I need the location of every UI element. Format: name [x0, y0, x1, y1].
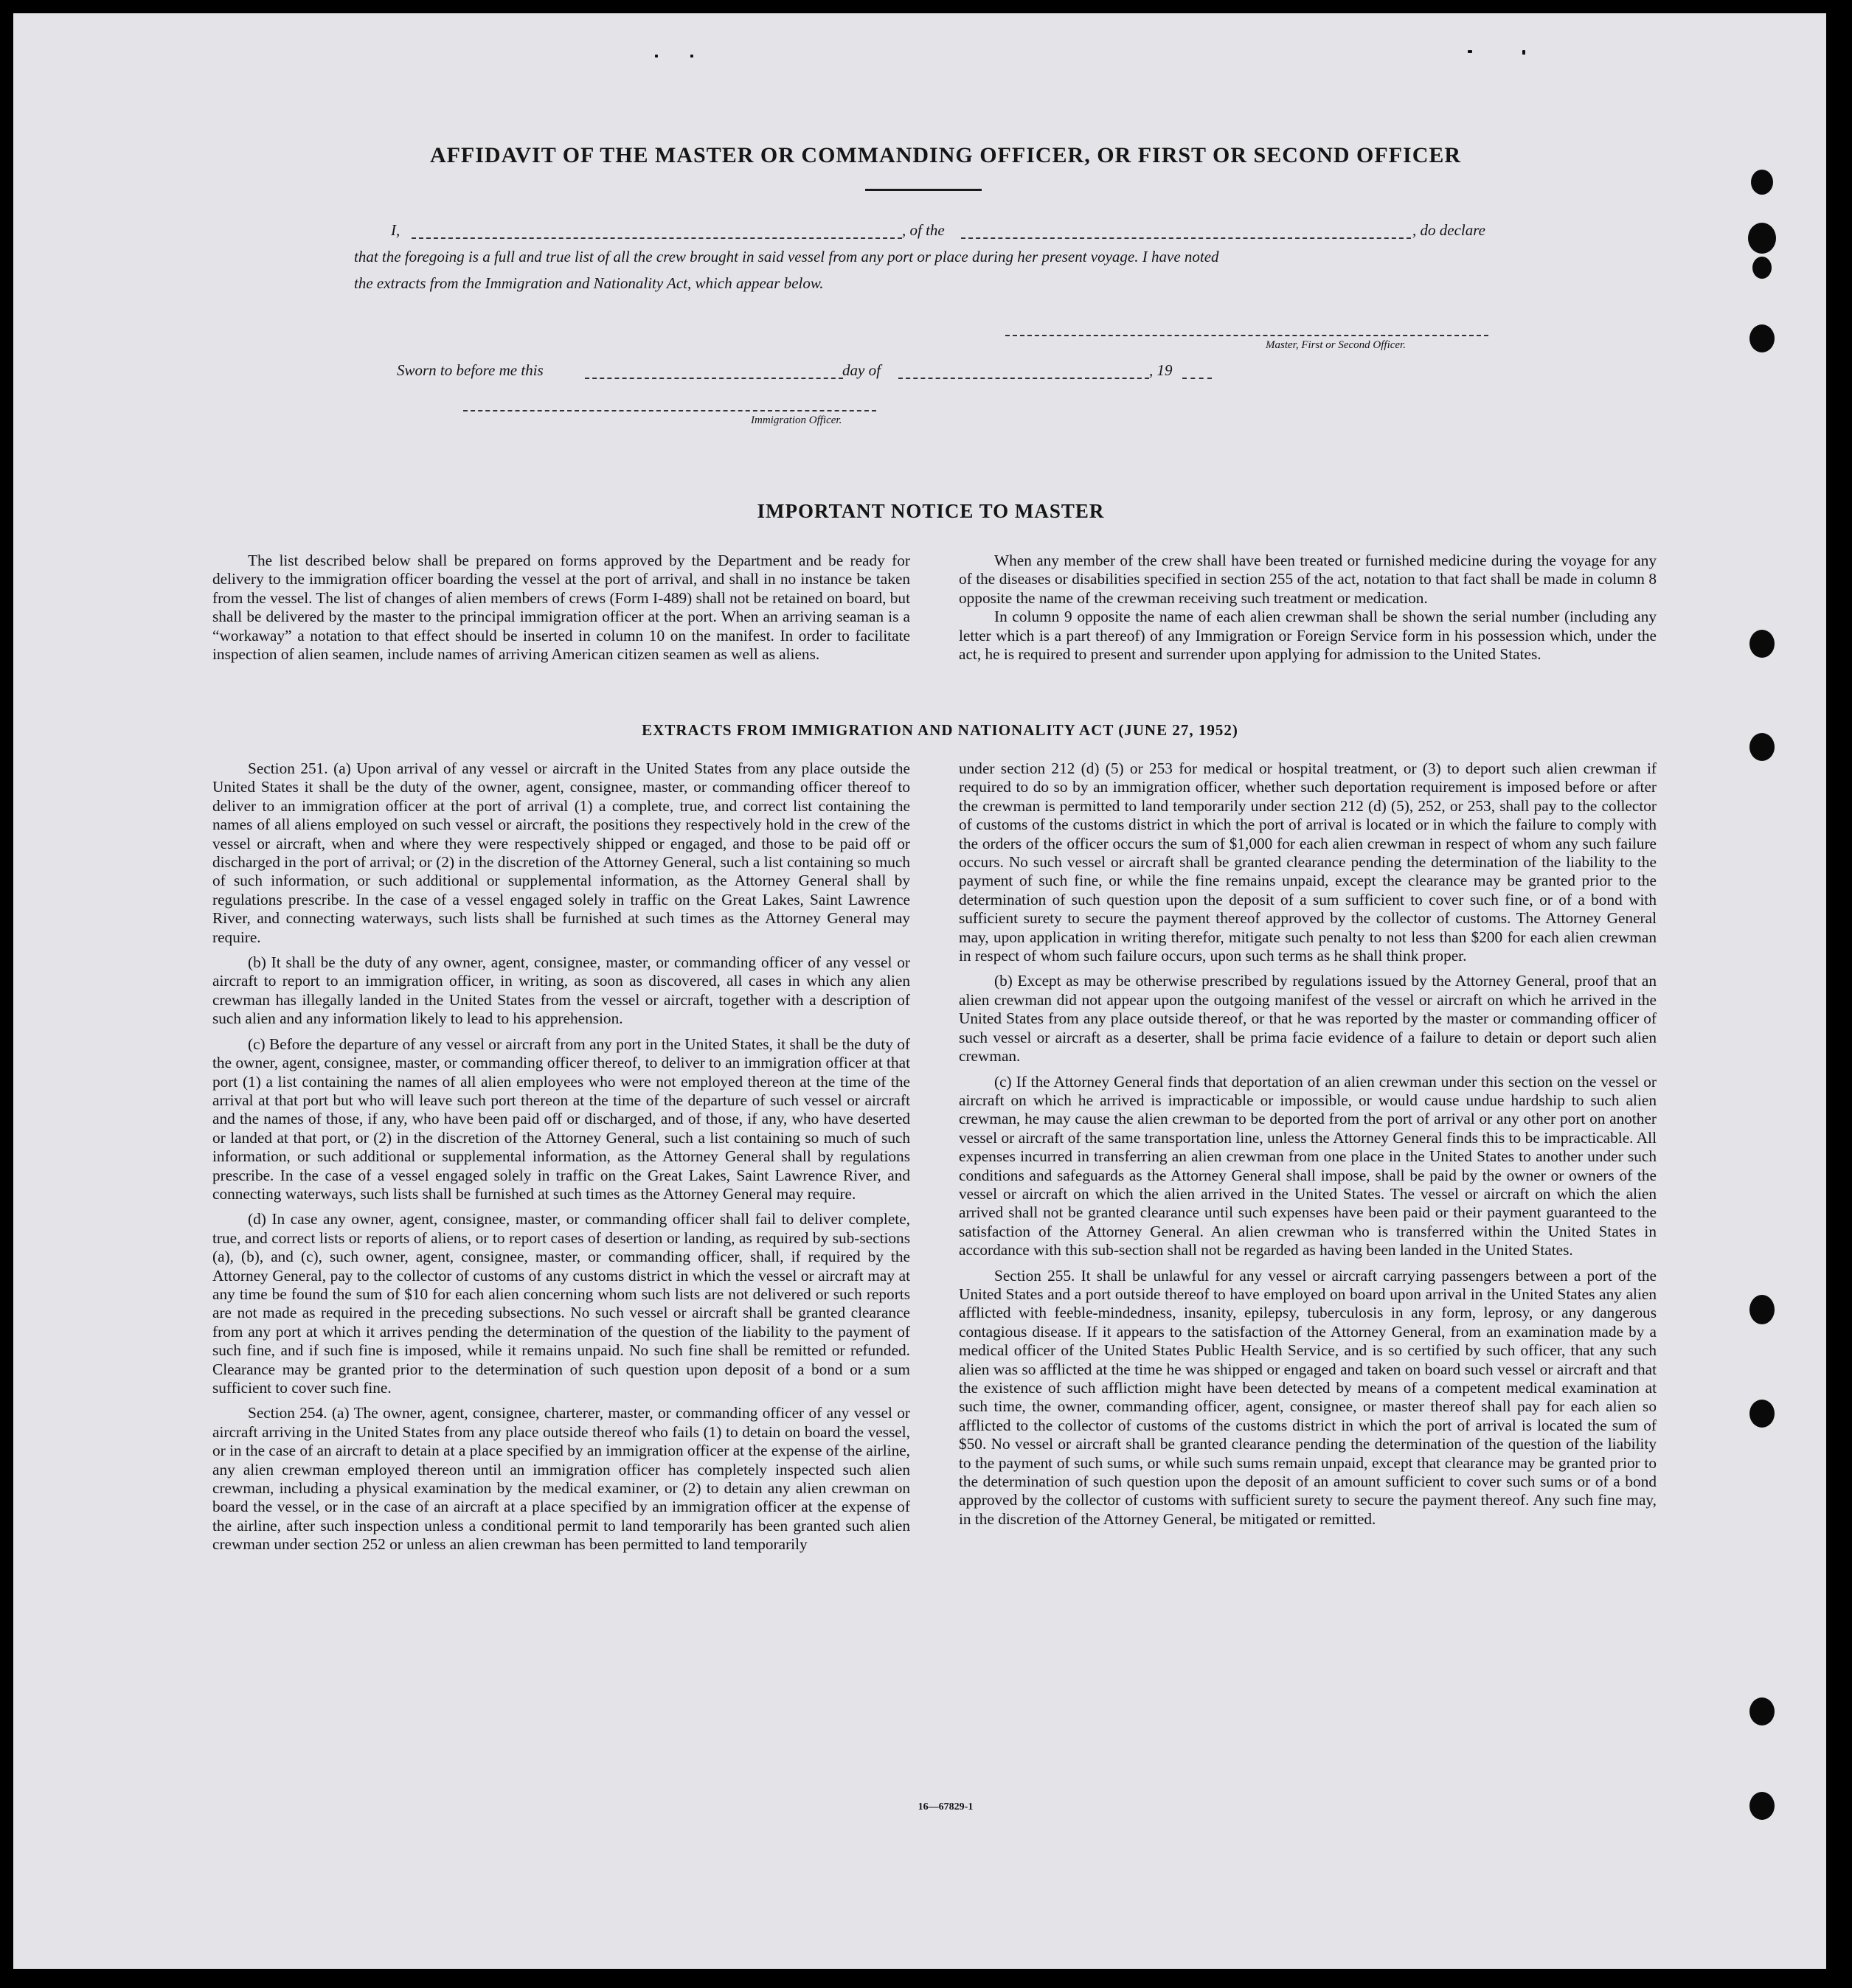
extract-paragraph: (d) In case any owner, agent, consignee, master, or commanding officer shall fail to deliver complete, true, and correct lists or reports of aliens, or to report cases of desertion or landing, as required by sub-sections (a), (b), and (c), such owner, agent, consignee, master, or commanding officer, shall, if required by the Attorney General, pay to the collector of customs of any customs district in which the vessel or aircraft may at any time be found the sum of $10 for each alien concerning whom such lists are not delivered or such reports are not made as required in the preceding subsections. No such vessel or aircraft shall be granted clearance from any port at which it arrives pending the determination of the question of the liability to the payment of such fine, and if such fine is imposed, while it remains unpaid. No such fine shall be remitted or refunded. Clearance may be granted prior to the determination of such question upon deposit of a bond or a sum sufficient to cover such fine. — [212, 1210, 910, 1397]
sworn-month-blank[interactable] — [898, 378, 1149, 379]
extract-paragraph: (c) Before the departure of any vessel or aircraft from any port in the United States, it shall be the duty of the owner, agent, consignee, master, or commanding officer thereof, to deliver to an immigration officer at that port (1) a list containing the names of all alien employees who were not employed thereon at the time of the arrival at that port but who will leave such port thereon at the time of the departure of such vessel or aircraft and the names of those, if any, who have been paid off or discharged, and of those, if any, who have deserted or landed at that port, or (2) in the discretion of the Attorney General, such a list containing so much of such information, or such additional or supplemental information, as the Attorney General shall by regulations prescribe. In the case of a vessel engaged solely in traffic on the Great Lakes, Saint Lawrence River, and connecting waterways, such lists shall be furnished at such times as the Attorney General may require. — [212, 1035, 910, 1203]
extract-paragraph: (b) It shall be the duty of any owner, agent, consignee, master, or commanding officer of any vessel or aircraft to report to an immigration officer, in writing, as soon as discovered, all cases in which any alien crewman has illegally landed in the United States from the vessel or aircraft, together with a description of such alien and any information likely to lead to his apprehension. — [212, 953, 910, 1028]
punch-hole — [1749, 1295, 1775, 1324]
master-name-blank[interactable] — [412, 237, 902, 239]
sworn-label: Sworn to before me this — [397, 361, 544, 379]
extract-paragraph: (c) If the Attorney General finds that deportation of an alien crewman under this section on the vessel or aircraft on which he arrived is impracticable or impossible, or would cause undue hardship to such alien crewman, he may cause the alien crewman to be deported from the port of arrival or any other port on another vessel or aircraft of the same transportation line, unless the Attorney General finds this to be impracticable. All expenses incurred in transferring an alien crewman from one place in the United States to another under such conditions and safeguards as the Attorney General shall impose, shall be paid by the owner or owners of the vessel or aircraft on which the alien arrived in the United States. The vessel or aircraft on which the alien arrived shall not be granted clearance until such expenses have been paid or their payment guaranteed to the satisfaction of the Attorney General. An alien crewman who is transferred within the United States in accordance with this sub-section shall not be regarded as having been landed in the United States. — [959, 1072, 1657, 1259]
extract-paragraph: Section 254. (a) The owner, agent, consignee, charterer, master, or commanding officer of any vessel or aircraft arriving in the United States from any place outside thereof who fails (1) to detain on board the vessel, or in the case of an aircraft to detain at a place specified by an immigration officer at the expense of the airline, any alien crewman employed thereon until an immigration officer has completely inspected such alien crewman, including a physical examination by the medical examiner, or (2) to detain any alien crewman on board the vessel, or in the case of an aircraft at a place specified by an immigration officer at the expense of the airline, after such inspection unless a conditional permit to land temporarily has been granted such alien crewman under section 252 or unless an alien crewman has been permitted to land temporarily — [212, 1404, 910, 1554]
punch-hole — [1749, 1697, 1775, 1725]
extracts-left-column — [212, 760, 910, 1554]
master-signature-line[interactable] — [1005, 335, 1488, 336]
affidavit-do-declare-label: , do declare — [1412, 221, 1485, 239]
affidavit-line-2: that the foregoing is a full and true list of all the crew brought in said vessel from any port or place during her present voyage. I have noted — [354, 248, 1219, 265]
affidavit-line-3: the extracts from the Immigration and Nationality Act, which appear below. — [354, 274, 824, 292]
immigration-officer-label: Immigration Officer. — [751, 414, 842, 426]
notice-paragraph: The list described below shall be prepared on forms approved by the Department and be ready for delivery to the immigration officer boarding the vessel at the port of arrival, and shall in no instance be taken from the vessel. The list of changes of alien members of crews (Form I-489) shall not be retained on board, but shall be delivered by the master to the principal immigration officer at the port. When an arriving seaman is a “workaway” a notation to that effect should be inserted in column 10 on the manifest. In order to facilitate inspection of alien seamen, include names of arriving American citizen seamen as well as aliens. — [212, 552, 910, 664]
punch-hole — [1749, 324, 1775, 352]
sworn-day-blank[interactable] — [585, 378, 843, 379]
extract-paragraph: under section 212 (d) (5) or 253 for medical or hospital treatment, or (3) to deport such alien crewman if required to do so by an immigration officer, whether such deportation requirement is imposed before or after the crewman is permitted to land temporarily under section 212 (d) (5), 252, or 253, shall pay to the collector of customs of the customs district in which the port of arrival is located or in which the failure to comply with the orders of the officer occurs the sum of $1,000 for each alien crewman in respect of whom any such failure occurs. No such vessel or aircraft shall be granted clearance pending the determination of the liability to the payment of such fine, or while the fine remains unpaid, except the clearance may be granted prior to the determination of such question upon the deposit of a sum sufficient to cover such fine, or of a bond with sufficient surety to secure the payment thereof approved by the collector of customs. The Attorney General may, upon application in writing therefor, mitigate such penalty to not less than $200 for each alien crewman in respect of whom such failure occurs, upon such terms as he shall think proper. — [959, 760, 1657, 965]
notice-right-column — [959, 552, 1657, 670]
extracts-right-column — [959, 760, 1657, 1529]
scan-speck — [1522, 50, 1525, 55]
day-of-label: day of — [842, 361, 881, 379]
immigration-officer-signature-line[interactable] — [463, 410, 876, 411]
extract-paragraph: Section 251. (a) Upon arrival of any vessel or aircraft in the United States from any place outside the United States it shall be the duty of the owner, agent, consignee, master, or commanding officer thereof to deliver to an immigration officer at the port of arrival (1) a complete, true, and correct list containing the names of all aliens employed on such vessel or aircraft, the positions they respectively hold in the crew of the vessel or aircraft, when and where they were respectively shipped or engaged, and those to be paid off or discharged in the port of arrival; or (2) in the discretion of the Attorney General, such a list containing so much of such information, or such additional or supplemental information, as the Attorney General shall by regulations prescribe. In the case of a vessel engaged solely in traffic on the Great Lakes, Saint Lawrence River, and connecting waterways, such lists shall be furnished at such times as the Attorney General may require. — [212, 760, 910, 946]
notice-paragraph: When any member of the crew shall have been treated or furnished medicine during the voyage for any of the diseases or disabilities specified in section 255 of the act, notation to that fact shall be made in column 8 opposite the name of the crewman receiving such treatment or medication. — [959, 552, 1657, 607]
punch-hole — [1748, 223, 1776, 254]
year-label: , 19 — [1149, 361, 1173, 379]
form-number: 16—67829-1 — [918, 1801, 974, 1813]
document-page — [13, 13, 1826, 1969]
extracts-title: EXTRACTS FROM IMMIGRATION AND NATIONALITY ACT (JUNE 27, 1952) — [642, 721, 1238, 739]
scan-speck — [1468, 50, 1472, 53]
notice-paragraph: In column 9 opposite the name of each alien crewman shall be shown the serial number (including any letter which is a part thereof) of any Immigration or Foreign Service form in his possession which, under the act, he is required to present and surrender upon applying for admission to the United States. — [959, 608, 1657, 664]
affidavit-i-label: I, — [391, 221, 400, 239]
punch-hole — [1749, 630, 1775, 658]
sworn-year-blank[interactable] — [1182, 378, 1212, 379]
notice-left-column — [212, 552, 910, 670]
scan-speck — [655, 55, 658, 58]
extract-paragraph: Section 255. It shall be unlawful for any vessel or aircraft carrying passengers between a port of the United States and a port outside thereof to have employed on board upon arrival in the United States any alien afflicted with feeble-mindedness, insanity, epilepsy, tuberculosis in any form, leprosy, or any dangerous contagious disease. If it appears to the satisfaction of the Attorney General, from an examination made by a medical officer of the United States Public Health Service, and is so certified by such officer, that any such alien was so afflicted at the time he was shipped or engaged and taken on board such vessel or aircraft and that the existence of such affliction might have been detected by means of a competent medical examination at such time, the owner, commanding officer, agent, consignee, or master thereof shall pay for each alien so afflicted to the collector of customs of the customs district in which the port of arrival is located the sum of $50. No vessel or aircraft shall be granted clearance pending the determination of the question of the liability to the payment of such sums, or while such sums remain unpaid, except that clearance may be granted prior to the determination of such question upon the deposit of an amount sufficient to cover such sums or of a bond approved by the collector of customs with sufficient surety to secure the payment thereof. Any such fine may, in the discretion of the Attorney General, be mitigated or remitted. — [959, 1266, 1657, 1528]
punch-hole — [1751, 170, 1773, 195]
title-rule — [865, 189, 982, 191]
scan-speck — [690, 55, 693, 58]
vessel-name-blank[interactable] — [961, 237, 1411, 239]
punch-hole — [1752, 257, 1772, 279]
affidavit-title: AFFIDAVIT OF THE MASTER OR COMMANDING OFFICER, OR FIRST OR SECOND OFFICER — [429, 143, 1462, 167]
extract-paragraph: (b) Except as may be otherwise prescribed by regulations issued by the Attorney General, proof that an alien crewman did not appear upon the outgoing manifest of the vessel or aircraft on which he arrived in the United States from any place outside thereof, or that he was reported by the master or commanding officer of such vessel or aircraft as a deserter, shall be prima facie evidence of a failure to detain or deport such alien crewman. — [959, 972, 1657, 1066]
affidavit-of-the-label: , of the — [902, 221, 945, 239]
master-signature-label: Master, First or Second Officer. — [1266, 339, 1406, 351]
notice-title: IMPORTANT NOTICE TO MASTER — [757, 500, 1105, 522]
punch-hole — [1749, 1400, 1775, 1428]
